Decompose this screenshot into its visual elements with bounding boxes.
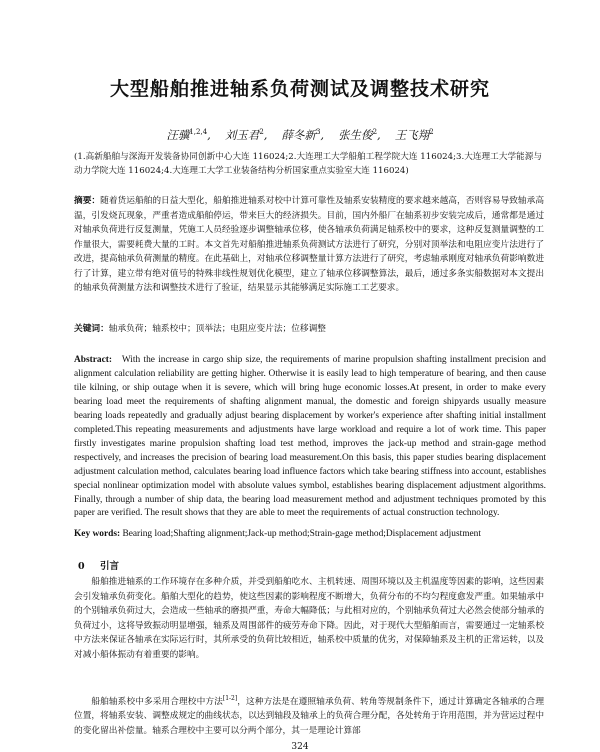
abstract-cn-text: 随着货运船舶的日益大型化，船舶推进轴系对校中计算可靠性及轴系安装精度的要求越来越高，否则容易导致轴承高温，引发烧瓦现象，严重者造成船舶停运，带来巨大的经济损失。目前，国内外船厂在轴系初步安装完成后，通常都是通过对轴承负荷进行反复测量，凭施工人员经验逐步调整轴承位移，使各轴承负荷满足轴系校中的要求，这种反复测量调整的工作量很大，需要耗费大量的工时。本文首先对船舶推进轴系负荷测试方法进行了研究，分别对顶举法和电阻应变片法进行了改进，提高轴承负荷测量的精度。在此基础上，对轴承位移调整量计算方法进行了研究，考虑轴承刚度对轴承负荷影响数进行了计算，建立带有绝对值号的特殊非线性规划优化模型，建立了轴承位移调整算法，最后，通过多条实船数据对本文提出的轴承负荷测量方法和调整技术进行了验证，结果显示其能够满足实际施工工艺要求。 bbox=[74, 196, 545, 293]
keywords-cn-label: 关键词： bbox=[74, 324, 109, 334]
keywords-cn bbox=[74, 322, 544, 336]
author-affil-sup: 2 bbox=[429, 128, 434, 137]
body-text: ，这种方法是在遵照轴承负荷、转角等规制条件下，通过计算确定各轴承的合理位置，将轴系安装、调整成规定的曲线状态，以达到轴段及轴承上的负荷合理分配，各处转角于许用范围，并为营运过程中的变化留出补偿量。轴系合理校中主要可以分两个部分，其一是理论计算部 bbox=[74, 696, 545, 737]
paper-title: 大型船舶推进轴系负荷测试及调整技术研究 bbox=[109, 78, 490, 100]
affiliation: (1.高新船舶与深海开发装备协同创新中心大连 116024;2.大连理工大学船舶工程学院大连 116024;3.大连理工大学能源与动力学院大连 116024;4.大连理工大学工业装备结构分析国家重点实验室大连 116024) bbox=[74, 152, 542, 176]
abstract-cn-label: 摘要： bbox=[74, 196, 101, 206]
abstract-en-text: With the increase in cargo ship size, the requirements of marine propulsion shafting installment precision and alignment calculation reliability are getting higher. Otherwise it is easily lead to high temperature of bearing, and then cause tile kilning, or ship outage when it is severe, which will bring huge economic losses.At present, in order to make every bearing load meet the requirements of shafting alignment manual, the domestic and foreign shipyards usually measure bearing loads repeatedly and gradually adjust bearing displacement by worker's experience after shafting initial installment completed.This repeating measurements and adjustments have large workload and require a lot of work time. This paper firstly investigates marine propulsion shafting load test method, improves the jack-up method and strain-gage method respectively, and increases the precision of bearing load measurement.On this basis, this paper studies bearing displacement adjustment calculation method, calculates bearing load influence factors which take bearing stiffness into account, establishes special nonlinear optimization model with absolute values symbol, establishes bearing displacement adjustment algorithms. Finally, through a number of ship data, the bearing load measurement method and adjustment techniques promoted by this paper are verified. The result shows that they are able to meet the requirements of actual construction technology. bbox=[74, 355, 546, 519]
body-paragraph bbox=[74, 692, 544, 739]
keywords-en-label: Key words: bbox=[74, 529, 121, 539]
body-paragraph: 船舶推进轴系的工作环境存在多种介质，并受到船舶吃水、主机转速、周围环境以及主机温度等因素的影响，这些因素会引发轴承负荷变化。船舶大型化的趋势，使这些因素的影响程度不断增大，负荷分布的不均匀程度愈发严重。如果轴承中的个别轴承负荷过大，会造成一些轴承的磨损严重，寿命大幅降低；与此相对应的，个别轴承负荷过大必然会使部分轴承的负荷过小，这将导致振动明显增强，轴系及周围部件的疲劳寿命下降。因此，对于现代大型船舶而言，需要通过一定轴系校中方法来保证各轴承在实际运行时，其所承受的负荷比较相近，轴系校中质量的优劣，对保障轴系及主机的正常运转，以及对减小船体振动有着重要的影响。 bbox=[74, 577, 544, 660]
author-affil-sup: 1,2,4 bbox=[189, 128, 208, 137]
author-affil-sup: 2 bbox=[259, 128, 264, 137]
abstract-en bbox=[74, 354, 546, 521]
keywords-en-text: Bearing load;Shafting alignment;Jack-up method;Strain-gage method;Displacement adjustment bbox=[122, 529, 481, 539]
abstract-cn bbox=[74, 194, 544, 296]
author-name: 汪骥 bbox=[166, 128, 190, 142]
abstract-en-label: Abstract: bbox=[74, 355, 113, 365]
citation-ref: [1-2] bbox=[222, 695, 238, 702]
author-name: 王飞翔 bbox=[394, 128, 430, 142]
author-affil-sup: 3 bbox=[315, 128, 321, 137]
keywords-cn-text: 轴承负荷；轴系校中；顶举法；电阻应变片法；位移调整 bbox=[108, 324, 326, 334]
author-list: 汪骥$^{1,2,4}$, 刘玉君$^2$, 薛冬新$^3$, 张生俊$^2$, 王飞翔$^2$ bbox=[166, 128, 434, 142]
author-name: 张生俊 bbox=[338, 128, 373, 142]
section-title: 引言 bbox=[100, 561, 120, 572]
page-number: 324 bbox=[291, 742, 309, 752]
section-number: 0 bbox=[78, 561, 85, 572]
keywords-en bbox=[74, 528, 546, 541]
body-text: 船舶轴系校中多采用合理校中方法 bbox=[91, 696, 223, 707]
author-name: 薛冬新 bbox=[281, 128, 316, 142]
author-name: 刘玉君 bbox=[224, 128, 260, 142]
author-affil-sup: 2 bbox=[372, 128, 378, 137]
section-heading bbox=[78, 558, 378, 572]
